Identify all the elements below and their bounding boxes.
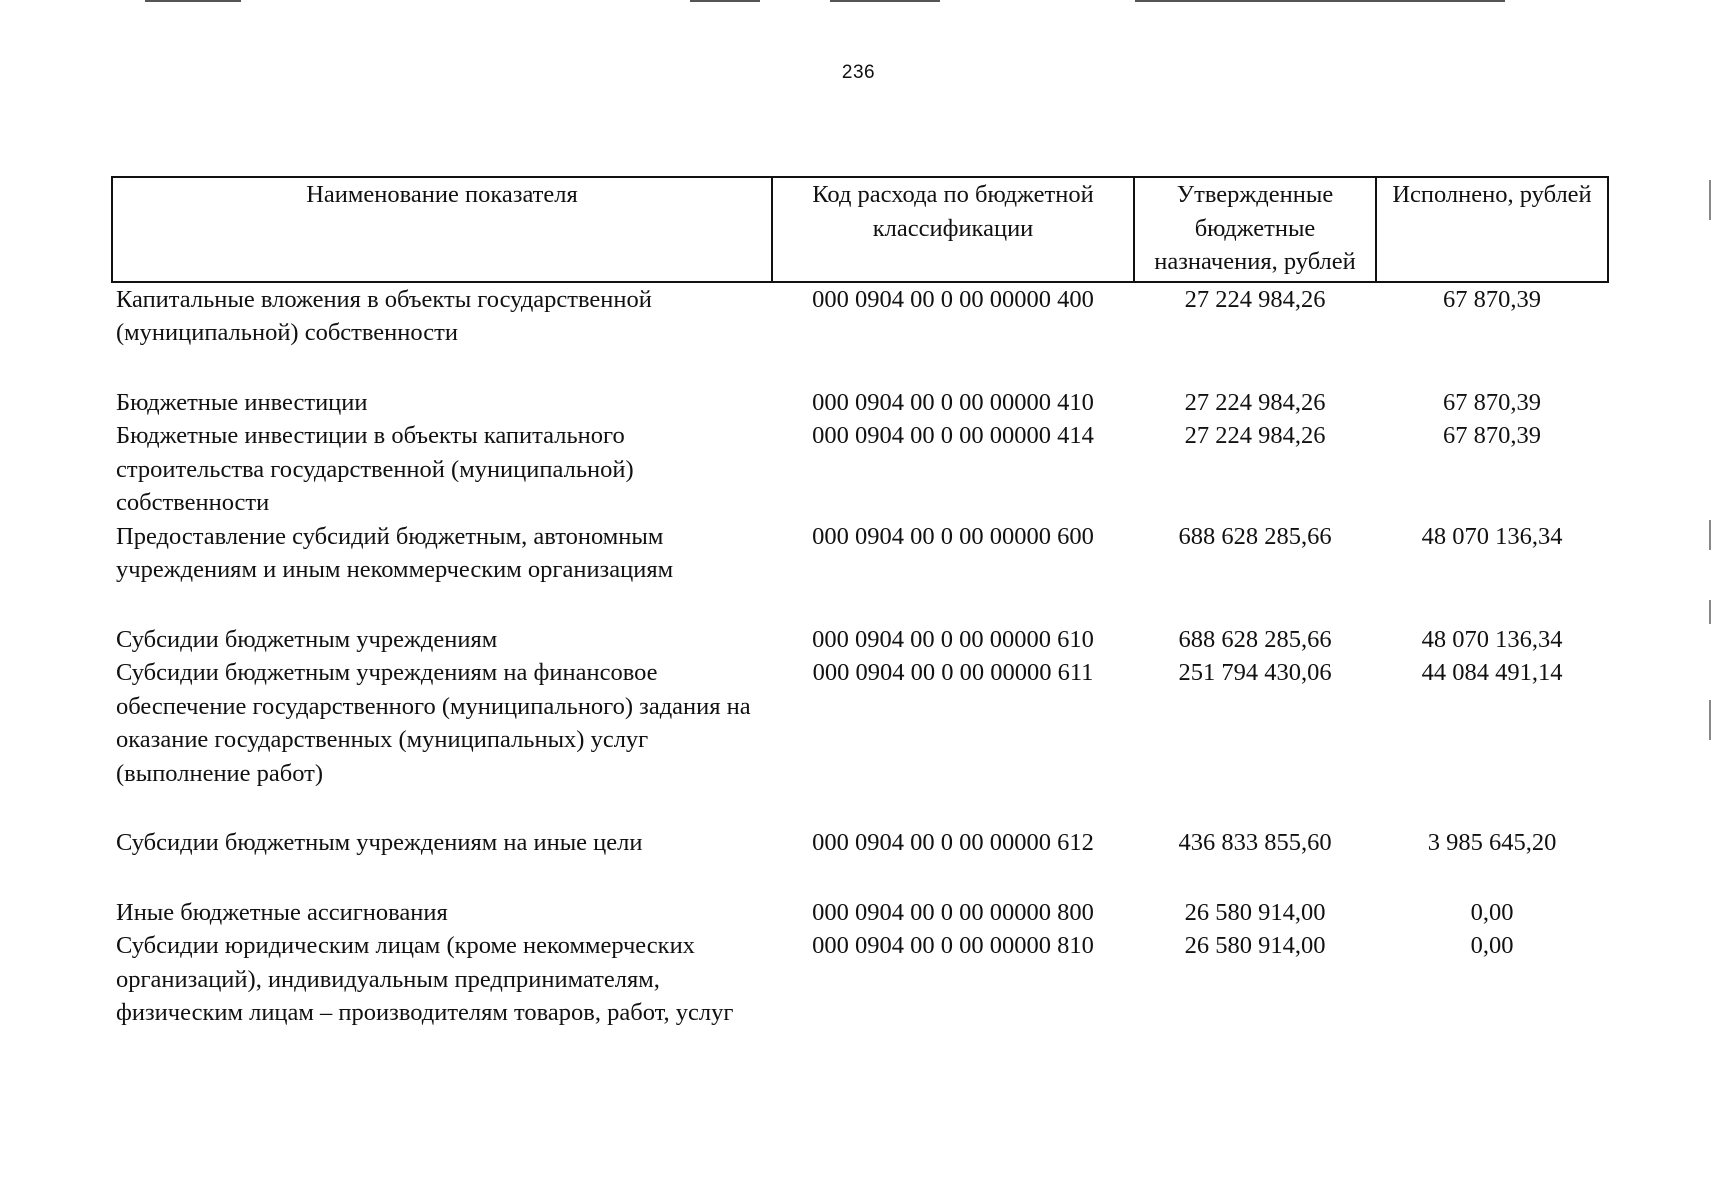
row-name: Субсидии бюджетным учреждениям на финансовое обеспечение государственного (муниципального) задания на оказание государственных (муниципальных) услуг (выполнение работ) — [116, 659, 751, 787]
row-approved: 27 224 984,26 — [1184, 285, 1326, 313]
budget-execution-table — [111, 176, 1609, 1030]
row-name: Субсидии юридическим лицам (кроме некоммерческих организаций), индивидуальным предпринимателям, физическим лицам – производителям товаров, работ, услуг — [116, 932, 734, 1026]
header-expense-code: Код расхода по бюджетной классификации — [772, 177, 1134, 282]
table-header — [112, 177, 1608, 282]
row-executed: 44 084 491,14 — [1421, 659, 1563, 686]
row-approved: 251 794 430,06 — [1178, 659, 1332, 686]
scan-top-marks — [0, 0, 1717, 4]
row-name: Бюджетные инвестиции в объекты капитального строительства государственной (муниципальной) собственности — [116, 422, 634, 516]
header-indicator-name: Наименование показателя — [112, 177, 772, 282]
row-executed: 3 985 645,20 — [1427, 829, 1557, 856]
table-row — [112, 656, 1608, 826]
row-executed: 0,00 — [1470, 898, 1514, 926]
row-approved: 688 628 285,66 — [1178, 625, 1332, 653]
table-row — [112, 419, 1608, 520]
row-approved: 688 628 285,66 — [1178, 522, 1332, 550]
table-row — [112, 826, 1608, 896]
row-approved: 27 224 984,26 — [1184, 422, 1326, 449]
row-code: 000 0904 00 0 00 00000 612 — [812, 829, 1094, 856]
header-executed-amount: Исполнено, рублей — [1376, 177, 1608, 282]
table-row — [112, 623, 1608, 657]
row-code: 000 0904 00 0 00 00000 400 — [812, 285, 1094, 313]
row-executed: 0,00 — [1470, 932, 1514, 959]
row-executed: 67 870,39 — [1443, 285, 1541, 313]
row-name: Субсидии бюджетным учреждениям — [116, 625, 498, 653]
table-row — [112, 929, 1608, 1030]
row-code: 000 0904 00 0 00 00000 611 — [812, 659, 1094, 686]
header-row — [112, 177, 1608, 282]
row-executed: 67 870,39 — [1443, 422, 1541, 449]
table-row — [112, 282, 1608, 386]
header-approved-amount: Утвержденные бюджетные назначения, рублей — [1134, 177, 1376, 282]
row-code: 000 0904 00 0 00 00000 800 — [812, 898, 1094, 926]
row-code: 000 0904 00 0 00 00000 414 — [812, 422, 1094, 449]
row-name: Предоставление субсидий бюджетным, автономным учреждениям и иным некоммерческим организациям — [116, 522, 674, 583]
row-code: 000 0904 00 0 00 00000 600 — [812, 522, 1094, 550]
row-approved: 436 833 855,60 — [1178, 829, 1332, 856]
scan-edge-marks — [1708, 0, 1711, 1200]
table-row — [112, 896, 1608, 930]
row-code: 000 0904 00 0 00 00000 410 — [812, 388, 1094, 416]
row-code: 000 0904 00 0 00 00000 810 — [812, 932, 1094, 959]
row-executed: 48 070 136,34 — [1421, 625, 1563, 653]
row-name: Иные бюджетные ассигнования — [116, 898, 448, 926]
table-body — [112, 282, 1608, 1030]
row-executed: 48 070 136,34 — [1421, 522, 1563, 550]
row-code: 000 0904 00 0 00 00000 610 — [812, 625, 1094, 653]
row-name: Капитальные вложения в объекты государственной (муниципальной) собственности — [116, 285, 652, 346]
row-approved: 26 580 914,00 — [1184, 932, 1326, 959]
row-approved: 27 224 984,26 — [1184, 388, 1326, 416]
table-row — [112, 520, 1608, 623]
row-name: Бюджетные инвестиции — [116, 388, 368, 416]
table-row — [112, 386, 1608, 420]
row-approved: 26 580 914,00 — [1184, 898, 1326, 926]
page-number: 236 — [841, 62, 876, 83]
row-name: Субсидии бюджетным учреждениям на иные цели — [116, 829, 643, 856]
row-executed: 67 870,39 — [1443, 388, 1541, 416]
